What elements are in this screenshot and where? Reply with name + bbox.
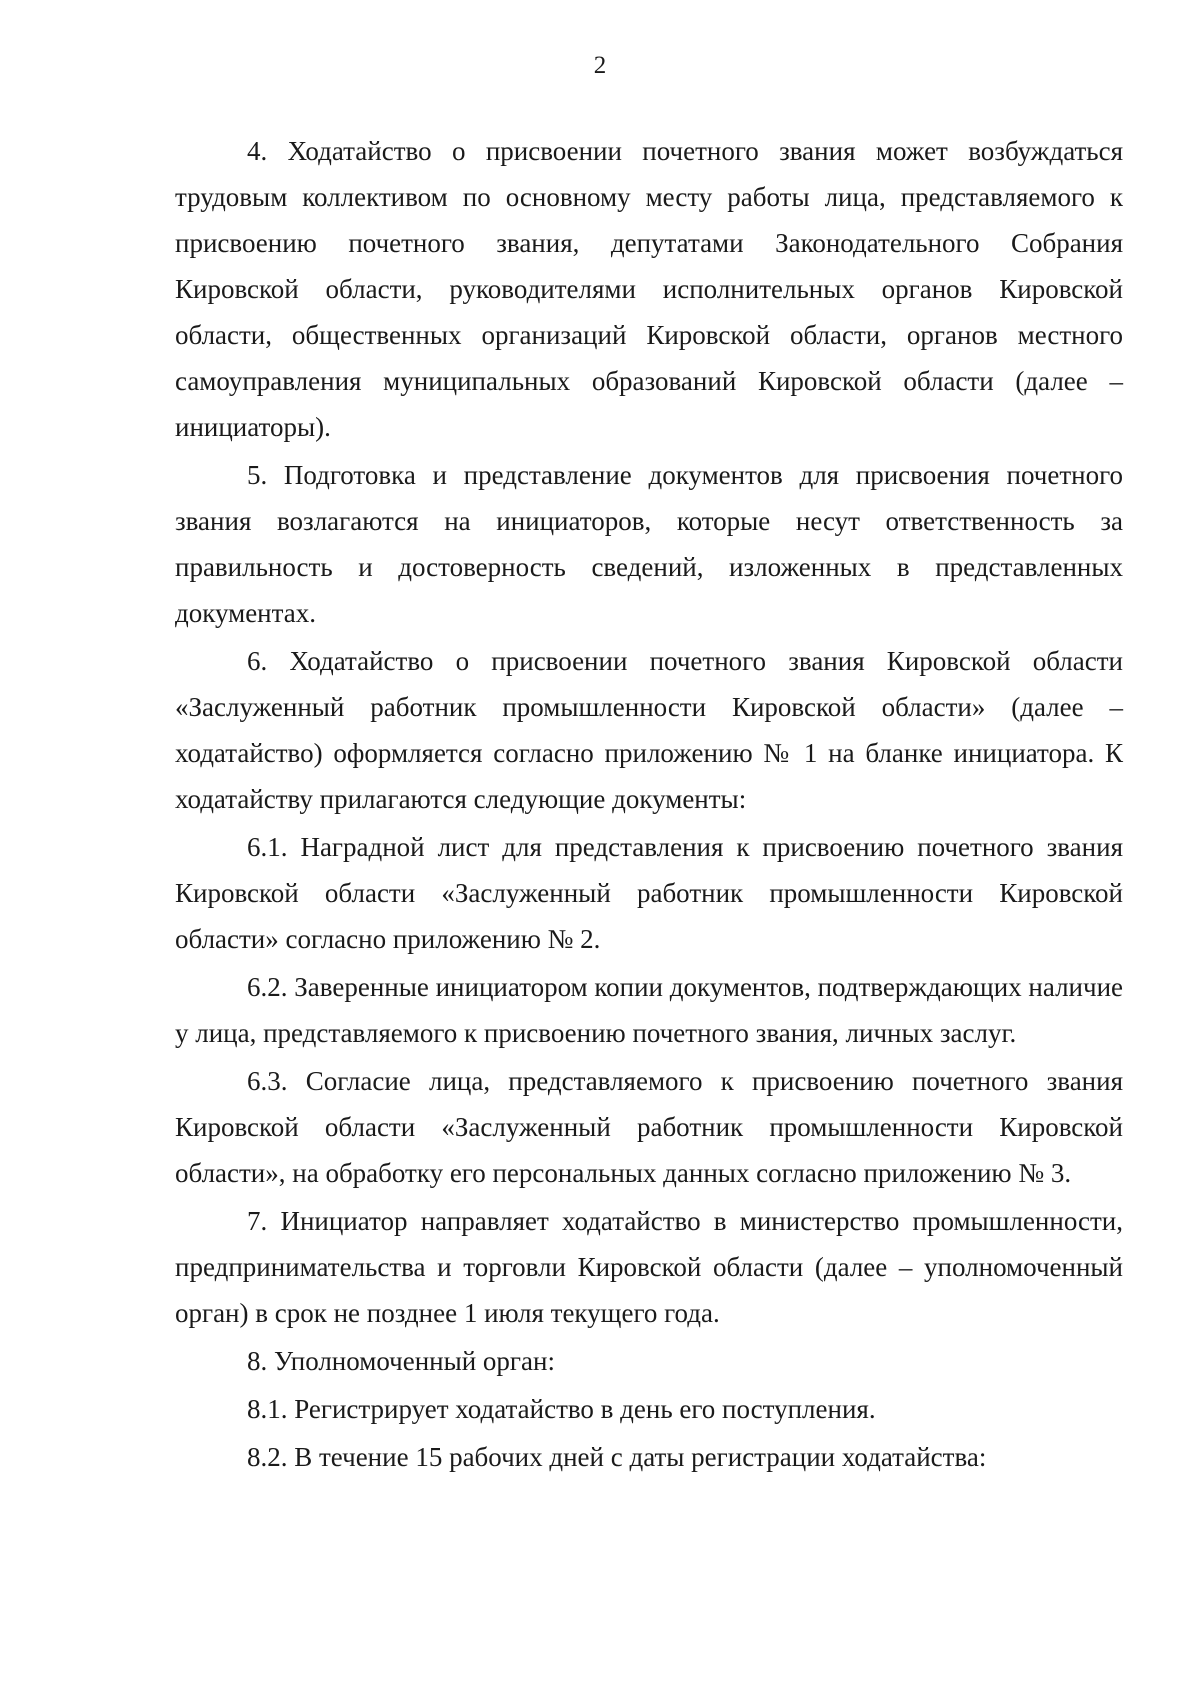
paragraph-6-1: 6.1. Наградной лист для представления к присвоению почетного звания Кировской области «Заслуженный работник промышленности Кировской области» согласно приложению № 2. <box>175 832 1123 954</box>
paragraph-6-3: 6.3. Согласие лица, представляемого к присвоению почетного звания Кировской области «Заслуженный работник промышленности Кировской области», на обработку его персональных данных согласно приложению № 3. <box>175 1066 1123 1188</box>
paragraph-8-2: 8.2. В течение 15 рабочих дней с даты регистрации ходатайства: <box>247 1442 987 1472</box>
document-body <box>175 128 1123 1482</box>
paragraph-7: 7. Инициатор направляет ходатайство в министерство промышленности, предпринимательства и торговли Кировской области (далее – уполномоченный орган) в срок не позднее 1 июля текущего года. <box>175 1206 1123 1328</box>
paragraph-8: 8. Уполномоченный орган: <box>247 1346 555 1376</box>
paragraph-5: 5. Подготовка и представление документов для присвоения почетного звания возлагаются на инициаторов, которые несут ответственность за правильность и достоверность сведений, изложенных в представленных документах. <box>175 460 1123 628</box>
paragraph-6: 6. Ходатайство о присвоении почетного звания Кировской области «Заслуженный работник промышленности Кировской области» (далее – ходатайство) оформляется согласно приложению № 1 на бланке инициатора. К ходатайству прилагаются следующие документы: <box>175 646 1123 814</box>
paragraph-6-2: 6.2. Заверенные инициатором копии документов, подтверждающих наличие у лица, представляемого к присвоению почетного звания, личных заслуг. <box>175 972 1123 1048</box>
paragraph-8-1: 8.1. Регистрирует ходатайство в день его поступления. <box>247 1394 876 1424</box>
paragraph-4: 4. Ходатайство о присвоении почетного звания может возбуждаться трудовым коллективом по основному месту работы лица, представляемого к присвоению почетного звания, депутатами Законодательного Собрания Кировской области, руководителями исполнительных органов Кировской области, общественных организаций Кировской области, органов местного самоуправления муниципальных образований Кировской области (далее – инициаторы). <box>175 136 1123 442</box>
page-number: 2 <box>593 52 607 79</box>
